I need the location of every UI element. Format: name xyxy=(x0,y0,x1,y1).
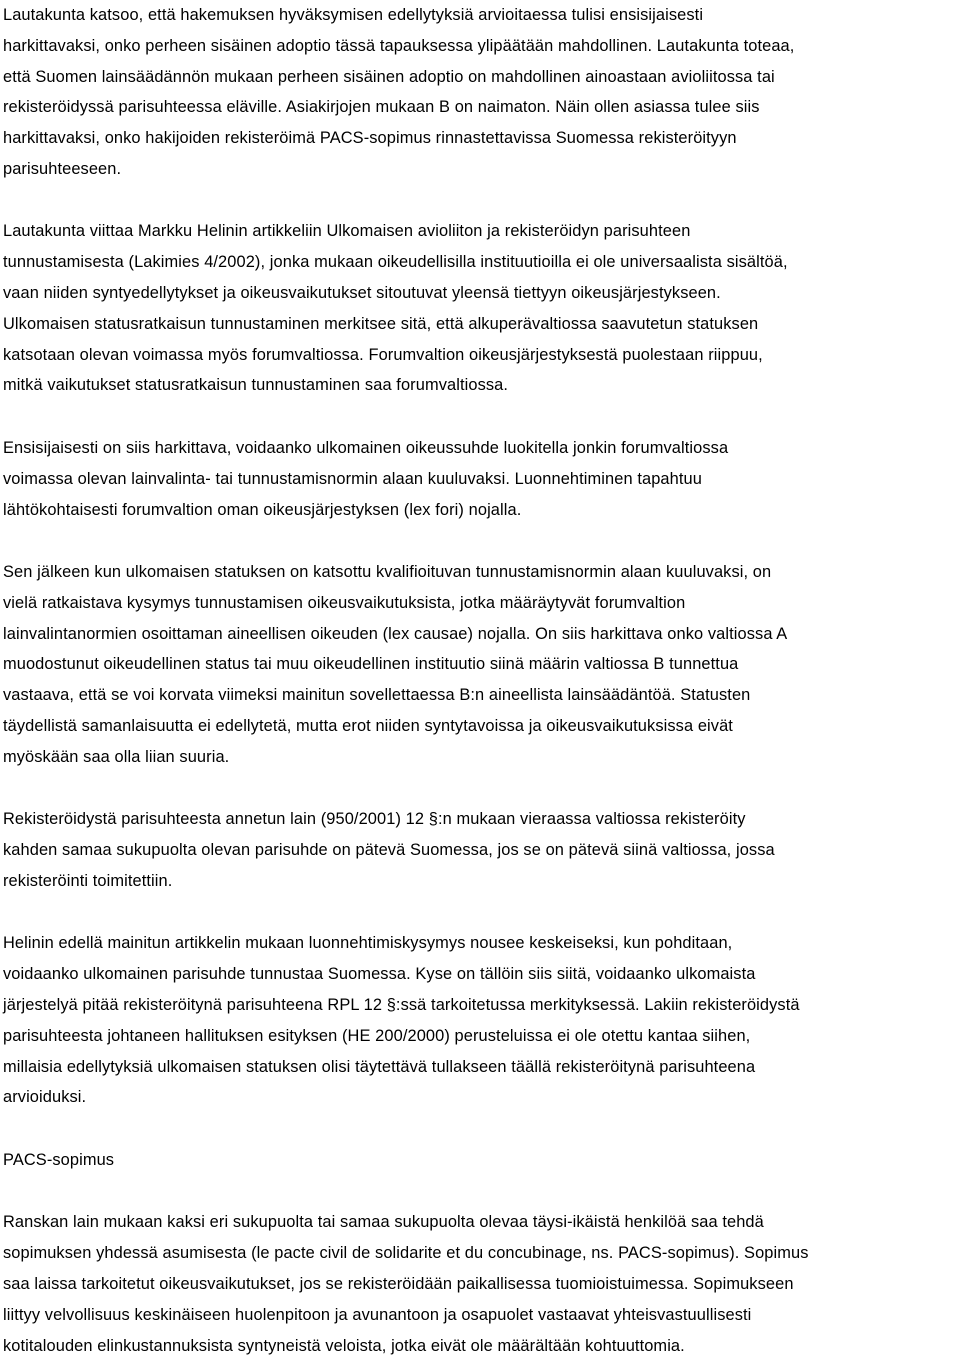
document-page xyxy=(3,0,960,1361)
text-line: että Suomen lainsäädännön mukaan perheen sisäinen adoptio on mahdollinen ainoastaan avioliitossa tai xyxy=(3,62,960,93)
text-line: rekisteröidyssä parisuhteessa eläville. Asiakirjojen mukaan B on naimaton. Näin ollen asiassa tulee siis xyxy=(3,92,960,123)
paragraph-characterization-question xyxy=(3,928,960,1113)
text-line: parisuhteeseen. xyxy=(3,154,960,185)
text-line: kotitalouden elinkustannuksista syntyneistä veloista, jotka eivät ole määrältään kohtuuttomia. xyxy=(3,1331,960,1361)
paragraph-adoption-assessment xyxy=(3,0,960,185)
paragraph-spacer xyxy=(3,525,960,557)
text-line: lainvalintanormien osoittaman aineellisen oikeuden (lex causae) nojalla. On siis harkittava onko valtiossa A xyxy=(3,619,960,650)
text-line: kahden samaa sukupuolta olevan parisuhde on pätevä Suomessa, jos se on pätevä siinä valtiossa, jossa xyxy=(3,835,960,866)
text-line: harkittavaksi, onko hakijoiden rekisteröimä PACS-sopimus rinnastettavissa Suomessa rekisteröityyn xyxy=(3,123,960,154)
text-line: Ranskan lain mukaan kaksi eri sukupuolta tai samaa sukupuolta olevaa täysi-ikäistä henkilöä saa tehdä xyxy=(3,1207,960,1238)
text-line: voidaanko ulkomainen parisuhde tunnustaa Suomessa. Kyse on tällöin siis siitä, voidaanko ulkomaista xyxy=(3,959,960,990)
text-line: vastaava, että se voi korvata viimeksi mainitun sovellettaessa B:n aineellista lainsäädäntöä. Statusten xyxy=(3,680,960,711)
text-line: harkittavaksi, onko perheen sisäinen adoptio tässä tapauksessa ylipäätään mahdollinen. Lautakunta toteaa, xyxy=(3,31,960,62)
text-line: parisuhteesta johtaneen hallituksen esityksen (HE 200/2000) perusteluissa ei ole otettu kantaa siihen, xyxy=(3,1021,960,1052)
text-line: Ulkomaisen statusratkaisun tunnustaminen merkitsee sitä, että alkuperävaltiossa saavutetun statuksen xyxy=(3,309,960,340)
paragraph-spacer xyxy=(3,401,960,433)
text-line: Lautakunta katsoo, että hakemuksen hyväksymisen edellytyksiä arvioitaessa tulisi ensisijaisesti xyxy=(3,0,960,31)
text-line: järjestelyä pitää rekisteröitynä parisuhteena RPL 12 §:ssä tarkoitetussa merkityksessä. Lakiin rekisteröidystä xyxy=(3,990,960,1021)
text-line: vielä ratkaistava kysymys tunnustamisen oikeusvaikutuksista, jotka määräytyvät forumvaltion xyxy=(3,588,960,619)
text-line: muodostunut oikeudellinen status tai muu oikeudellinen instituutio siinä määrin valtiossa B tunnettua xyxy=(3,649,960,680)
paragraph-spacer xyxy=(3,185,960,217)
text-line: täydellistä samanlaisuutta ei edellytetä, mutta erot niiden syntytavoissa ja oikeusvaikutuksissa eivät xyxy=(3,711,960,742)
text-line: Lautakunta viittaa Markku Helinin artikkeliin Ulkomaisen avioliiton ja rekisteröidyn parisuhteen xyxy=(3,216,960,247)
text-line: arvioiduksi. xyxy=(3,1082,960,1113)
paragraph-legal-effects xyxy=(3,557,960,773)
text-line: myöskään saa olla liian suuria. xyxy=(3,742,960,773)
paragraph-classification xyxy=(3,433,960,525)
text-line: Ensisijaisesti on siis harkittava, voidaanko ulkomainen oikeussuhde luokitella jonkin forumvaltiossa xyxy=(3,433,960,464)
paragraph-registered-partnership-act xyxy=(3,804,960,896)
text-line: saa laissa tarkoitetut oikeusvaikutukset, jos se rekisteröidään paikallisessa tuomioistuimessa. Sopimukseen xyxy=(3,1269,960,1300)
text-line: katsotaan olevan voimassa myös forumvaltiossa. Forumvaltion oikeusjärjestyksestä puolestaan riippuu, xyxy=(3,340,960,371)
text-line: voimassa olevan lainvalinta- tai tunnustamisnormin alaan kuuluvaksi. Luonnehtiminen tapahtuu xyxy=(3,464,960,495)
text-line: vaan niiden syntyedellytykset ja oikeusvaikutukset sitoutuvat yleensä tiettyyn oikeusjärjestykseen. xyxy=(3,278,960,309)
paragraph-spacer xyxy=(3,1176,960,1208)
text-line: sopimuksen yhdessä asumisesta (le pacte civil de solidarite et du concubinage, ns. PACS-sopimus). Sopimus xyxy=(3,1238,960,1269)
text-line: mitkä vaikutukset statusratkaisun tunnustaminen saa forumvaltiossa. xyxy=(3,370,960,401)
text-line: liittyy velvollisuus keskinäiseen huolenpitoon ja avunantoon ja osapuolet vastaavat yhteisvastuullisesti xyxy=(3,1300,960,1331)
paragraph-helin-article xyxy=(3,216,960,401)
section-heading-pacs xyxy=(3,1145,960,1176)
paragraph-spacer xyxy=(3,773,960,805)
paragraph-spacer xyxy=(3,1113,960,1145)
text-line: tunnustamisesta (Lakimies 4/2002), jonka mukaan oikeudellisilla instituutioilla ei ole universaalista sisältöä, xyxy=(3,247,960,278)
text-line: Rekisteröidystä parisuhteesta annetun lain (950/2001) 12 §:n mukaan vieraassa valtiossa rekisteröity xyxy=(3,804,960,835)
text-line: Sen jälkeen kun ulkomaisen statuksen on katsottu kvalifioituvan tunnustamisnormin alaan kuuluvaksi, on xyxy=(3,557,960,588)
text-line: rekisteröinti toimitettiin. xyxy=(3,866,960,897)
text-line: millaisia edellytyksiä ulkomaisen statuksen olisi täytettävä tullakseen täällä rekisteröitynä parisuhteena xyxy=(3,1052,960,1083)
paragraph-spacer xyxy=(3,897,960,929)
text-line: lähtökohtaisesti forumvaltion oman oikeusjärjestyksen (lex fori) nojalla. xyxy=(3,495,960,526)
text-line: Helinin edellä mainitun artikkelin mukaan luonnehtimiskysymys nousee keskeiseksi, kun pohditaan, xyxy=(3,928,960,959)
text-line: PACS-sopimus xyxy=(3,1145,960,1176)
paragraph-pacs-description xyxy=(3,1207,960,1361)
